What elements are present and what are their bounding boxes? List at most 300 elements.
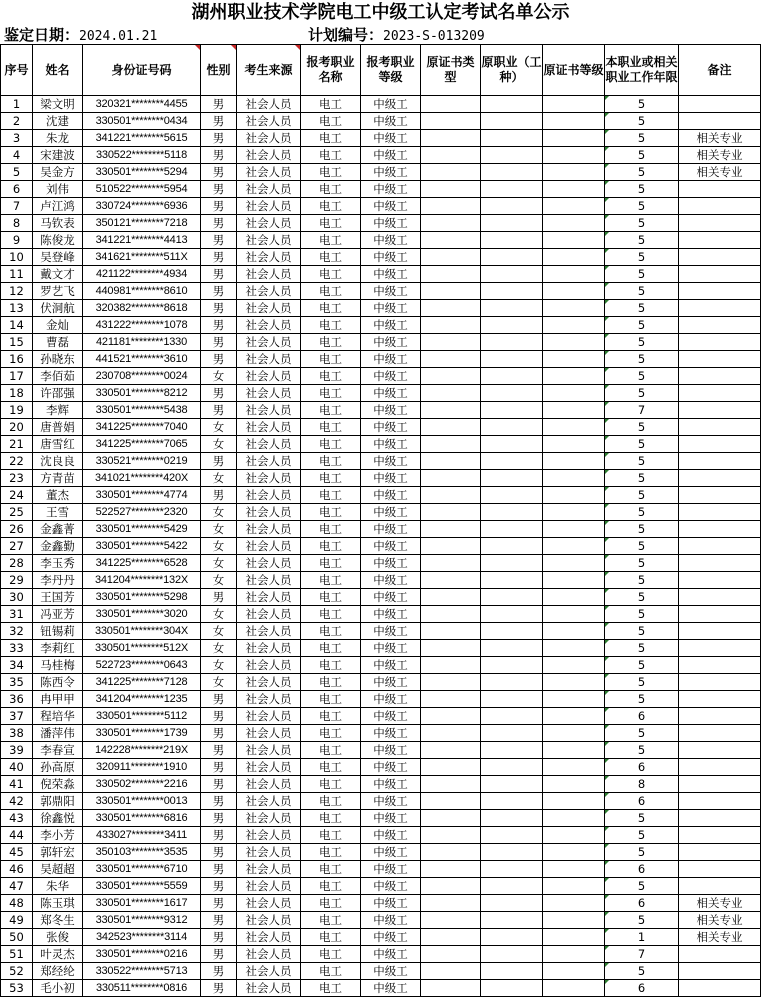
cell-job-level: 中级工 (361, 181, 421, 198)
cell-work-years: 5 (605, 487, 679, 504)
table-row (1, 878, 761, 895)
cell-source: 社会人员 (237, 776, 301, 793)
cell-orig-cert-type (421, 113, 481, 130)
table-row (1, 827, 761, 844)
cell-remark (679, 589, 761, 606)
cell-work-years: 5 (605, 164, 679, 181)
cell-gender: 女 (201, 538, 237, 555)
cell-job-level: 中级工 (361, 96, 421, 113)
cell-id-number: 421122********4934 (83, 266, 201, 283)
cell-job-name: 电工 (301, 504, 361, 521)
cell-orig-cert-level (543, 691, 605, 708)
cell-work-years: 7 (605, 946, 679, 963)
table-row (1, 232, 761, 249)
cell-source: 社会人员 (237, 929, 301, 946)
table-row (1, 674, 761, 691)
cell-gender: 男 (201, 946, 237, 963)
header-cell (237, 45, 301, 96)
cell-name: 唐雪红 (33, 436, 83, 453)
cell-id-number: 522527********2320 (83, 504, 201, 521)
cell-id-number: 330501********3020 (83, 606, 201, 623)
cell-gender: 男 (201, 453, 237, 470)
cell-orig-occupation (481, 793, 543, 810)
cell-job-name: 电工 (301, 215, 361, 232)
cell-orig-cert-level (543, 844, 605, 861)
cell-orig-cert-level (543, 895, 605, 912)
cell-source: 社会人员 (237, 623, 301, 640)
cell-job-name: 电工 (301, 708, 361, 725)
cell-remark (679, 300, 761, 317)
cell-source: 社会人员 (237, 164, 301, 181)
cell-id-number: 330501********5112 (83, 708, 201, 725)
cell-index: 14 (1, 317, 33, 334)
cell-name: 吴登峰 (33, 249, 83, 266)
cell-orig-cert-level (543, 147, 605, 164)
cell-index: 41 (1, 776, 33, 793)
cell-work-years: 5 (605, 130, 679, 147)
cell-gender: 男 (201, 963, 237, 980)
cell-job-name: 电工 (301, 929, 361, 946)
header-cell (83, 45, 201, 96)
cell-gender: 男 (201, 181, 237, 198)
cell-job-level: 中级工 (361, 725, 421, 742)
cell-job-level: 中级工 (361, 113, 421, 130)
cell-job-name: 电工 (301, 368, 361, 385)
cell-id-number: 320382********8618 (83, 300, 201, 317)
cell-gender: 女 (201, 572, 237, 589)
cell-remark: 相关专业 (679, 895, 761, 912)
cell-name: 卢江鸿 (33, 198, 83, 215)
cell-gender: 男 (201, 232, 237, 249)
cell-remark (679, 708, 761, 725)
cell-source: 社会人员 (237, 912, 301, 929)
cell-name: 朱龙 (33, 130, 83, 147)
table-row (1, 776, 761, 793)
cell-orig-cert-level (543, 249, 605, 266)
cell-index: 9 (1, 232, 33, 249)
cell-orig-occupation (481, 725, 543, 742)
cell-gender: 女 (201, 470, 237, 487)
cell-gender: 男 (201, 844, 237, 861)
cell-id-number: 330501********4774 (83, 487, 201, 504)
cell-work-years: 5 (605, 623, 679, 640)
cell-name: 孙高原 (33, 759, 83, 776)
cell-gender: 男 (201, 283, 237, 300)
cell-orig-occupation (481, 300, 543, 317)
cell-job-name: 电工 (301, 334, 361, 351)
cell-job-level: 中级工 (361, 317, 421, 334)
cell-remark (679, 436, 761, 453)
cell-orig-cert-type (421, 691, 481, 708)
cell-source: 社会人员 (237, 368, 301, 385)
cell-work-years: 5 (605, 300, 679, 317)
cell-orig-occupation (481, 895, 543, 912)
cell-work-years: 5 (605, 198, 679, 215)
cell-job-level: 中级工 (361, 980, 421, 997)
cell-source: 社会人员 (237, 300, 301, 317)
cell-orig-occupation (481, 317, 543, 334)
cell-job-level: 中级工 (361, 402, 421, 419)
cell-name: 李小芳 (33, 827, 83, 844)
cell-name: 叶灵杰 (33, 946, 83, 963)
cell-job-name: 电工 (301, 555, 361, 572)
cell-job-name: 电工 (301, 164, 361, 181)
cell-gender: 男 (201, 487, 237, 504)
cell-gender: 男 (201, 385, 237, 402)
cell-work-years: 5 (605, 691, 679, 708)
cell-job-name: 电工 (301, 742, 361, 759)
cell-work-years: 5 (605, 113, 679, 130)
cell-remark (679, 759, 761, 776)
cell-job-name: 电工 (301, 351, 361, 368)
cell-job-name: 电工 (301, 300, 361, 317)
cell-gender: 男 (201, 147, 237, 164)
cell-job-name: 电工 (301, 232, 361, 249)
cell-job-level: 中级工 (361, 674, 421, 691)
cell-job-level: 中级工 (361, 861, 421, 878)
cell-name: 张俊 (33, 929, 83, 946)
cell-job-name: 电工 (301, 96, 361, 113)
cell-remark: 相关专业 (679, 164, 761, 181)
table-body (1, 96, 761, 997)
header-cell: 报考职业等级 (361, 45, 421, 96)
cell-index: 31 (1, 606, 33, 623)
table-row (1, 487, 761, 504)
cell-id-number: 330501********5298 (83, 589, 201, 606)
cell-orig-cert-level (543, 130, 605, 147)
cell-orig-occupation (481, 130, 543, 147)
cell-remark (679, 776, 761, 793)
cell-job-name: 电工 (301, 793, 361, 810)
cell-name: 刘伟 (33, 181, 83, 198)
cell-job-level: 中级工 (361, 385, 421, 402)
cell-job-level: 中级工 (361, 589, 421, 606)
cell-orig-cert-type (421, 130, 481, 147)
cell-gender: 男 (201, 878, 237, 895)
cell-name: 伏洞航 (33, 300, 83, 317)
cell-orig-occupation (481, 708, 543, 725)
cell-work-years: 5 (605, 181, 679, 198)
cell-job-level: 中级工 (361, 793, 421, 810)
cell-source: 社会人员 (237, 487, 301, 504)
cell-gender: 男 (201, 164, 237, 181)
cell-work-years: 5 (605, 589, 679, 606)
cell-remark (679, 640, 761, 657)
cell-work-years: 5 (605, 317, 679, 334)
cell-source: 社会人员 (237, 555, 301, 572)
cell-index: 45 (1, 844, 33, 861)
cell-orig-occupation (481, 334, 543, 351)
cell-remark (679, 810, 761, 827)
cell-orig-occupation (481, 759, 543, 776)
cell-remark: 相关专业 (679, 929, 761, 946)
cell-orig-cert-level (543, 708, 605, 725)
cell-work-years: 5 (605, 963, 679, 980)
cell-orig-cert-level (543, 470, 605, 487)
cell-orig-occupation (481, 521, 543, 538)
cell-orig-occupation (481, 232, 543, 249)
cell-orig-occupation (481, 504, 543, 521)
cell-source: 社会人员 (237, 334, 301, 351)
cell-work-years: 5 (605, 674, 679, 691)
cell-job-level: 中级工 (361, 283, 421, 300)
table-row (1, 198, 761, 215)
cell-index: 16 (1, 351, 33, 368)
cell-job-level: 中级工 (361, 963, 421, 980)
cell-job-level: 中级工 (361, 300, 421, 317)
cell-orig-cert-type (421, 164, 481, 181)
cell-name: 李玉秀 (33, 555, 83, 572)
cell-job-name: 电工 (301, 589, 361, 606)
cell-index: 40 (1, 759, 33, 776)
cell-name: 王雪 (33, 504, 83, 521)
cell-job-name: 电工 (301, 980, 361, 997)
cell-work-years: 5 (605, 147, 679, 164)
cell-name: 李丹丹 (33, 572, 83, 589)
cell-work-years: 5 (605, 827, 679, 844)
cell-job-level: 中级工 (361, 844, 421, 861)
cell-work-years: 5 (605, 538, 679, 555)
cell-work-years: 5 (605, 470, 679, 487)
cell-job-name: 电工 (301, 130, 361, 147)
cell-source: 社会人员 (237, 759, 301, 776)
cell-job-level: 中级工 (361, 606, 421, 623)
table-row (1, 691, 761, 708)
cell-name: 董杰 (33, 487, 83, 504)
cell-orig-cert-level (543, 810, 605, 827)
cell-name: 冯亚芳 (33, 606, 83, 623)
cell-id-number: 330501********0013 (83, 793, 201, 810)
cell-orig-cert-type (421, 555, 481, 572)
cell-id-number: 341225********7040 (83, 419, 201, 436)
cell-id-number: 330724********6936 (83, 198, 201, 215)
cell-id-number: 433027********3411 (83, 827, 201, 844)
cell-job-level: 中级工 (361, 810, 421, 827)
cell-job-level: 中级工 (361, 198, 421, 215)
cell-gender: 男 (201, 708, 237, 725)
cell-id-number: 341225********7065 (83, 436, 201, 453)
cell-remark (679, 266, 761, 283)
cell-source: 社会人员 (237, 606, 301, 623)
cell-index: 2 (1, 113, 33, 130)
cell-remark (679, 946, 761, 963)
cell-id-number: 330511********0816 (83, 980, 201, 997)
cell-job-level: 中级工 (361, 555, 421, 572)
cell-source: 社会人员 (237, 419, 301, 436)
cell-job-name: 电工 (301, 402, 361, 419)
cell-orig-cert-level (543, 215, 605, 232)
cell-source: 社会人员 (237, 385, 301, 402)
cell-orig-cert-level (543, 963, 605, 980)
cell-gender: 男 (201, 759, 237, 776)
cell-gender: 男 (201, 895, 237, 912)
cell-id-number: 320321********4455 (83, 96, 201, 113)
cell-gender: 男 (201, 402, 237, 419)
cell-id-number: 440981********8610 (83, 283, 201, 300)
cell-gender: 女 (201, 555, 237, 572)
table-row (1, 946, 761, 963)
cell-job-name: 电工 (301, 606, 361, 623)
cell-gender: 男 (201, 249, 237, 266)
cell-id-number: 330521********0219 (83, 453, 201, 470)
cell-job-level: 中级工 (361, 266, 421, 283)
cell-index: 15 (1, 334, 33, 351)
cell-gender: 男 (201, 198, 237, 215)
cell-orig-occupation (481, 912, 543, 929)
table-row (1, 130, 761, 147)
cell-orig-cert-type (421, 827, 481, 844)
table-row (1, 96, 761, 113)
header-cell (201, 45, 237, 96)
cell-orig-cert-type (421, 368, 481, 385)
cell-orig-cert-type (421, 963, 481, 980)
cell-orig-occupation (481, 283, 543, 300)
cell-remark (679, 402, 761, 419)
cell-orig-cert-type (421, 351, 481, 368)
cell-orig-cert-level (543, 742, 605, 759)
cell-orig-cert-level (543, 453, 605, 470)
cell-orig-cert-level (543, 640, 605, 657)
cell-source: 社会人员 (237, 963, 301, 980)
cell-source: 社会人员 (237, 810, 301, 827)
cell-remark (679, 521, 761, 538)
cell-orig-cert-type (421, 793, 481, 810)
cell-work-years: 5 (605, 878, 679, 895)
cell-remark (679, 504, 761, 521)
cell-gender: 男 (201, 691, 237, 708)
cell-source: 社会人员 (237, 895, 301, 912)
cell-name: 郭鼎阳 (33, 793, 83, 810)
cell-id-number: 421181********1330 (83, 334, 201, 351)
cell-orig-cert-level (543, 164, 605, 181)
cell-name: 沈良良 (33, 453, 83, 470)
cell-id-number: 330501********1617 (83, 895, 201, 912)
cell-gender: 男 (201, 266, 237, 283)
cell-job-name: 电工 (301, 657, 361, 674)
cell-job-name: 电工 (301, 470, 361, 487)
cell-work-years: 5 (605, 215, 679, 232)
cell-orig-occupation (481, 606, 543, 623)
cell-orig-cert-type (421, 929, 481, 946)
cell-job-level: 中级工 (361, 742, 421, 759)
cell-remark (679, 487, 761, 504)
cell-orig-cert-level (543, 385, 605, 402)
table-row (1, 334, 761, 351)
cell-work-years: 5 (605, 385, 679, 402)
cell-orig-cert-type (421, 589, 481, 606)
cell-index: 42 (1, 793, 33, 810)
cell-job-name: 电工 (301, 861, 361, 878)
cell-source: 社会人员 (237, 674, 301, 691)
exam-date (4, 26, 157, 44)
cell-work-years: 5 (605, 640, 679, 657)
cell-id-number: 341204********132X (83, 572, 201, 589)
cell-work-years: 5 (605, 419, 679, 436)
cell-orig-cert-level (543, 912, 605, 929)
cell-name: 宋建波 (33, 147, 83, 164)
cell-job-name: 电工 (301, 640, 361, 657)
cell-name: 郑经纶 (33, 963, 83, 980)
cell-orig-cert-type (421, 912, 481, 929)
table-row (1, 249, 761, 266)
cell-orig-cert-level (543, 946, 605, 963)
cell-name: 金鑫勤 (33, 538, 83, 555)
cell-index: 34 (1, 657, 33, 674)
cell-job-level: 中级工 (361, 912, 421, 929)
cell-source: 社会人员 (237, 742, 301, 759)
cell-work-years: 5 (605, 453, 679, 470)
cell-orig-occupation (481, 555, 543, 572)
cell-work-years: 5 (605, 912, 679, 929)
cell-source: 社会人员 (237, 113, 301, 130)
cell-work-years: 5 (605, 572, 679, 589)
cell-orig-cert-level (543, 436, 605, 453)
cell-orig-cert-type (421, 657, 481, 674)
cell-orig-cert-type (421, 878, 481, 895)
cell-source: 社会人员 (237, 147, 301, 164)
cell-index: 29 (1, 572, 33, 589)
cell-index: 44 (1, 827, 33, 844)
cell-id-number: 330522********5118 (83, 147, 201, 164)
cell-gender: 女 (201, 674, 237, 691)
cell-orig-cert-level (543, 521, 605, 538)
cell-job-level: 中级工 (361, 249, 421, 266)
cell-id-number: 330501********5559 (83, 878, 201, 895)
table-row (1, 623, 761, 640)
cell-name: 梁文明 (33, 96, 83, 113)
cell-gender: 男 (201, 912, 237, 929)
cell-gender: 女 (201, 521, 237, 538)
cell-orig-occupation (481, 623, 543, 640)
cell-gender: 男 (201, 300, 237, 317)
cell-id-number: 142228********219X (83, 742, 201, 759)
cell-index: 23 (1, 470, 33, 487)
cell-index: 19 (1, 402, 33, 419)
cell-orig-cert-level (543, 793, 605, 810)
cell-orig-cert-level (543, 300, 605, 317)
cell-gender: 男 (201, 742, 237, 759)
cell-id-number: 431222********1078 (83, 317, 201, 334)
cell-work-years: 5 (605, 334, 679, 351)
cell-gender: 男 (201, 776, 237, 793)
cell-remark: 相关专业 (679, 130, 761, 147)
cell-work-years: 6 (605, 793, 679, 810)
cell-index: 18 (1, 385, 33, 402)
cell-orig-cert-level (543, 674, 605, 691)
cell-orig-occupation (481, 963, 543, 980)
cell-orig-occupation (481, 453, 543, 470)
cell-orig-cert-type (421, 300, 481, 317)
cell-id-number: 330501********5438 (83, 402, 201, 419)
cell-index: 5 (1, 164, 33, 181)
cell-orig-cert-level (543, 657, 605, 674)
cell-orig-occupation (481, 640, 543, 657)
cell-orig-occupation (481, 691, 543, 708)
table-row (1, 538, 761, 555)
cell-job-name: 电工 (301, 878, 361, 895)
table-row (1, 521, 761, 538)
cell-work-years: 6 (605, 980, 679, 997)
cell-orig-cert-level (543, 759, 605, 776)
cell-job-level: 中级工 (361, 776, 421, 793)
cell-orig-cert-type (421, 708, 481, 725)
cell-orig-cert-type (421, 453, 481, 470)
cell-index: 46 (1, 861, 33, 878)
cell-id-number: 230708********0024 (83, 368, 201, 385)
cell-name: 戴文才 (33, 266, 83, 283)
cell-orig-cert-level (543, 606, 605, 623)
cell-id-number: 330501********6710 (83, 861, 201, 878)
